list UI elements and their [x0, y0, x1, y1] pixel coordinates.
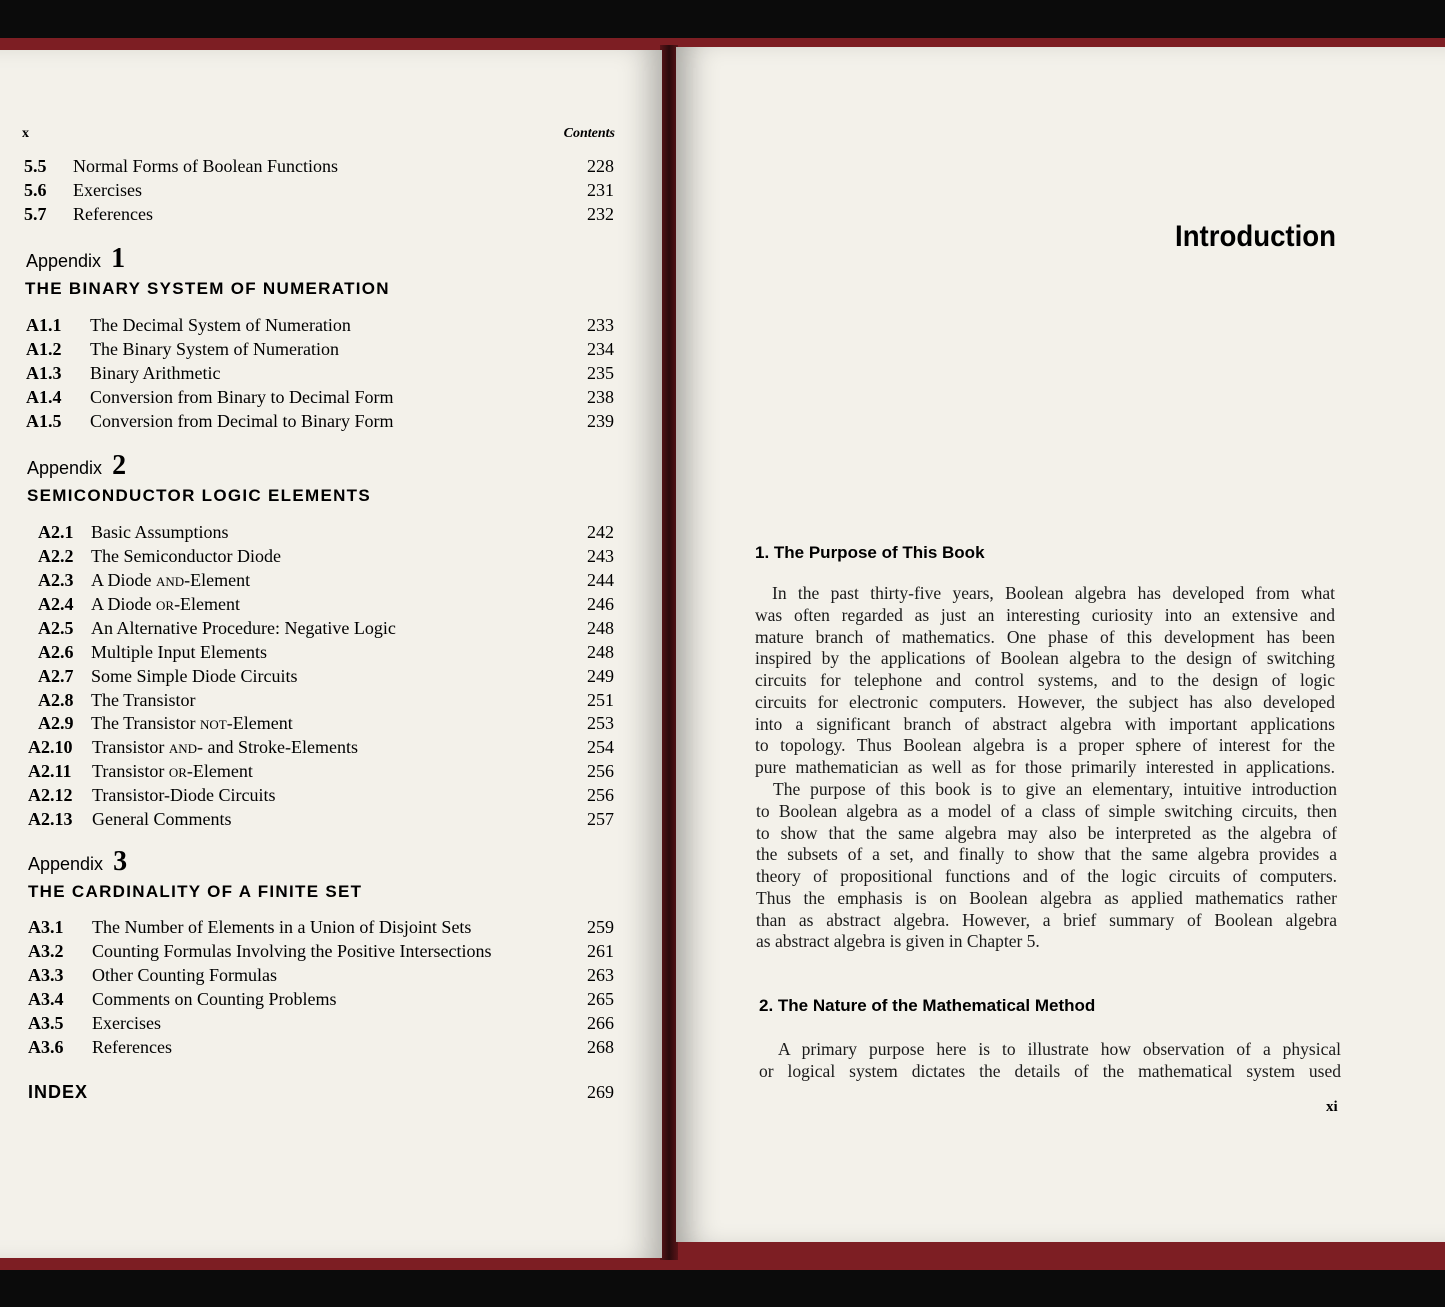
- index-page: 269: [587, 1082, 614, 1102]
- toc-entry-page: 242: [587, 522, 614, 542]
- running-title: Contents: [563, 126, 615, 141]
- toc-entry-title: The Transistor: [91, 690, 196, 710]
- toc-entry: [0, 939, 620, 963]
- toc-entry: [0, 688, 620, 712]
- toc-entry-number: A1.3: [26, 363, 62, 383]
- section-heading: 2. The Nature of the Mathematical Method: [759, 996, 1096, 1015]
- toc-entry-page: 228: [587, 156, 614, 176]
- appendix-label: Appendix: [26, 251, 102, 271]
- text-line: the subsets of a set, and finally to show that the same algebra provides a: [756, 844, 1337, 865]
- toc-entry: [0, 592, 620, 616]
- toc-entry-number: A2.10: [28, 737, 73, 757]
- toc-entry-title: A Diode and-Element: [91, 570, 251, 590]
- toc-entry: [0, 313, 620, 337]
- toc-entry-number: A3.2: [28, 941, 64, 961]
- toc-entry-title: The Binary System of Numeration: [90, 339, 339, 359]
- toc-entry: [0, 361, 620, 385]
- toc-entry-number: A2.6: [38, 642, 74, 662]
- toc-entry: [0, 385, 620, 409]
- text-line: to show that the same algebra may also be interpreted as the algebra of: [756, 822, 1337, 843]
- toc-entry-page: 266: [587, 1013, 614, 1033]
- toc-entry-page: 248: [587, 642, 614, 662]
- toc-entry-page: 263: [587, 965, 614, 985]
- toc-entry-number: 5.5: [24, 156, 47, 176]
- toc-entry-title: Transistor-Diode Circuits: [92, 785, 276, 805]
- appendix-title: THE BINARY SYSTEM OF NUMERATION: [25, 279, 390, 298]
- toc-entry-page: 246: [587, 594, 614, 614]
- chapter-title: Introduction: [1175, 220, 1336, 253]
- toc-entry-page: 235: [587, 363, 614, 383]
- toc-entry-page: 265: [587, 989, 614, 1009]
- toc-entry-page: 232: [587, 204, 614, 224]
- toc-entry-page: 251: [587, 690, 614, 710]
- text-line: mature branch of mathematics. One phase of this development has been: [755, 626, 1335, 647]
- section-heading: 1. The Purpose of This Book: [755, 543, 985, 562]
- toc-entry-title: References: [73, 204, 153, 224]
- toc-entry-number: A1.5: [26, 411, 62, 431]
- text-line: A primary purpose here is to illustrate how observation of a physical: [778, 1039, 1341, 1059]
- toc-entry: [0, 544, 620, 568]
- text-line: or logical system dictates the details of the mathematical system used: [759, 1060, 1341, 1081]
- toc-entry-number: A2.8: [38, 690, 74, 710]
- text-line: In the past thirty-five years, Boolean algebra has developed from what: [772, 583, 1335, 603]
- toc-entry-page: 261: [587, 941, 614, 961]
- toc-entry-page: 259: [587, 917, 614, 937]
- appendix-heading: [27, 450, 126, 482]
- toc-entry-number: A2.11: [28, 761, 72, 781]
- toc-entry-title: The Transistor not-Element: [91, 713, 293, 733]
- toc-entry: [0, 202, 620, 226]
- toc-entry-title: References: [92, 1037, 172, 1057]
- toc-entry-title: Binary Arithmetic: [90, 363, 221, 383]
- text-line: pure mathematician as well as for those primarily interested in applications.: [755, 757, 1335, 777]
- toc-entry-page: 248: [587, 618, 614, 638]
- text-line: into a significant branch of abstract algebra with important applications: [755, 713, 1335, 734]
- toc-entry: [0, 735, 620, 759]
- toc-entry: [0, 616, 620, 640]
- text-line: Thus the emphasis is on Boolean algebra as applied mathematics rather: [756, 887, 1337, 908]
- toc-entry: [0, 807, 620, 831]
- toc-entry-page: 231: [587, 180, 614, 200]
- toc-entry-number: A2.12: [28, 785, 73, 805]
- text-line: inspired by the applications of Boolean algebra to the design of switching: [755, 648, 1335, 669]
- text-line: circuits for telephone and control systems, and to the design of logic: [755, 670, 1335, 690]
- toc-entry: [0, 711, 620, 735]
- toc-entry-title: Transistor or-Element: [92, 761, 253, 781]
- toc-entry-page: 244: [587, 570, 614, 590]
- toc-entry-page: 268: [587, 1037, 614, 1057]
- toc-entry-number: A2.5: [38, 618, 74, 638]
- toc-entry-title: Comments on Counting Problems: [92, 989, 337, 1009]
- paragraph: [756, 779, 1337, 953]
- toc-entry-page: 256: [587, 761, 614, 781]
- toc-entry-page: 257: [587, 809, 614, 829]
- toc-entry-title: The Number of Elements in a Union of Disjoint Sets: [92, 917, 472, 937]
- toc-entry: [0, 640, 620, 664]
- toc-entry: [0, 178, 620, 202]
- index-label: INDEX: [28, 1082, 89, 1102]
- toc-entry-title: An Alternative Procedure: Negative Logic: [91, 618, 396, 638]
- toc-entry-page: 238: [587, 387, 614, 407]
- toc-entry-title: Some Simple Diode Circuits: [91, 666, 298, 686]
- toc-entry-title: Transistor and- and Stroke-Elements: [92, 737, 358, 757]
- toc-entry-title: Exercises: [92, 1013, 161, 1033]
- toc-entry-title: Normal Forms of Boolean Functions: [73, 156, 338, 176]
- toc-entry: [0, 568, 620, 592]
- toc-entry-number: A2.13: [28, 809, 73, 829]
- paragraph: [755, 583, 1335, 779]
- text-line: as abstract algebra is given in Chapter 5.: [756, 931, 1040, 952]
- appendix-title: SEMICONDUCTOR LOGIC ELEMENTS: [27, 486, 371, 505]
- toc-entry: [0, 987, 620, 1011]
- toc-entry-title: The Decimal System of Numeration: [90, 315, 351, 335]
- toc-entry-page: 249: [587, 666, 614, 686]
- toc-entry-title: Counting Formulas Involving the Positive Intersections: [92, 941, 492, 961]
- toc-entry-number: A1.4: [26, 387, 62, 407]
- toc-entry-title: Conversion from Decimal to Binary Form: [90, 411, 394, 431]
- text-line: circuits for electronic computers. However, the subject has also developed: [755, 691, 1335, 712]
- toc-entry-page: 233: [587, 315, 614, 335]
- toc-entry: [0, 664, 620, 688]
- toc-entry-title: A Diode or-Element: [91, 594, 241, 614]
- toc-entry: [0, 759, 620, 783]
- left-page-number: x: [22, 126, 29, 141]
- toc-entry: [0, 963, 620, 987]
- toc-entry-number: A3.5: [28, 1013, 64, 1033]
- toc-entry: [0, 154, 620, 178]
- toc-entry: [0, 409, 620, 433]
- toc-entry-number: A1.2: [26, 339, 62, 359]
- toc-entry: [0, 783, 620, 807]
- appendix-label: Appendix: [28, 854, 104, 874]
- appendix-heading: [26, 243, 125, 275]
- toc-entry-page: 256: [587, 785, 614, 805]
- toc-entry-number: A3.1: [28, 917, 64, 937]
- toc-entry-number: A2.1: [38, 522, 74, 542]
- toc-entry-page: 254: [587, 737, 614, 757]
- text-line: to Boolean algebra as a model of a class of simple switching circuits, then: [756, 800, 1337, 821]
- toc-entry-title: Conversion from Binary to Decimal Form: [90, 387, 394, 407]
- text-line: theory of propositional functions and of the logic circuits of computers.: [756, 866, 1337, 886]
- toc-entry-number: A2.7: [38, 666, 74, 686]
- appendix-number: 3: [113, 846, 128, 877]
- text-line: was often regarded as just an interesting curiosity into an extensive and: [755, 604, 1335, 625]
- toc-entry-number: A2.4: [38, 594, 74, 614]
- toc-entry-number: A3.4: [28, 989, 64, 1009]
- appendix-number: 1: [111, 243, 126, 274]
- toc-entry-number: 5.6: [24, 180, 47, 200]
- right-page-number: xi: [1326, 1099, 1338, 1115]
- text-line: to topology. Thus Boolean algebra is a proper sphere of interest for the: [755, 735, 1335, 756]
- toc-entry-number: A3.6: [28, 1037, 64, 1057]
- toc-entry-number: A2.9: [38, 713, 74, 733]
- toc-entry-title: Exercises: [73, 180, 142, 200]
- toc-entry-page: 234: [587, 339, 614, 359]
- appendix-label: Appendix: [27, 458, 103, 478]
- appendix-title: THE CARDINALITY OF A FINITE SET: [28, 882, 363, 901]
- toc-entry: [0, 337, 620, 361]
- toc-entry: [0, 915, 620, 939]
- toc-entry-page: 239: [587, 411, 614, 431]
- text-line: than as abstract algebra. However, a brief summary of Boolean algebra: [756, 909, 1337, 930]
- paragraph: [759, 1039, 1341, 1083]
- text-line: The purpose of this book is to give an elementary, intuitive introduction: [773, 779, 1337, 799]
- toc-entry: [0, 1011, 620, 1035]
- appendix-number: 2: [112, 450, 127, 481]
- toc-entry-title: Basic Assumptions: [91, 522, 229, 542]
- toc-entry-page: 243: [587, 546, 614, 566]
- toc-entry: [0, 1035, 620, 1059]
- toc-entry-page: 253: [587, 713, 614, 733]
- toc-entry-number: 5.7: [24, 204, 47, 224]
- toc-entry-title: Other Counting Formulas: [92, 965, 277, 985]
- toc-entry-number: A2.3: [38, 570, 74, 590]
- toc-entry: [0, 520, 620, 544]
- toc-entry-title: The Semiconductor Diode: [91, 546, 281, 566]
- toc-entry-title: General Comments: [92, 809, 232, 829]
- toc-entry-index: [0, 1080, 620, 1104]
- appendix-heading: [28, 846, 127, 878]
- toc-entry-number: A2.2: [38, 546, 74, 566]
- toc-entry-number: A3.3: [28, 965, 64, 985]
- toc-entry-number: A1.1: [26, 315, 62, 335]
- toc-entry-title: Multiple Input Elements: [91, 642, 267, 662]
